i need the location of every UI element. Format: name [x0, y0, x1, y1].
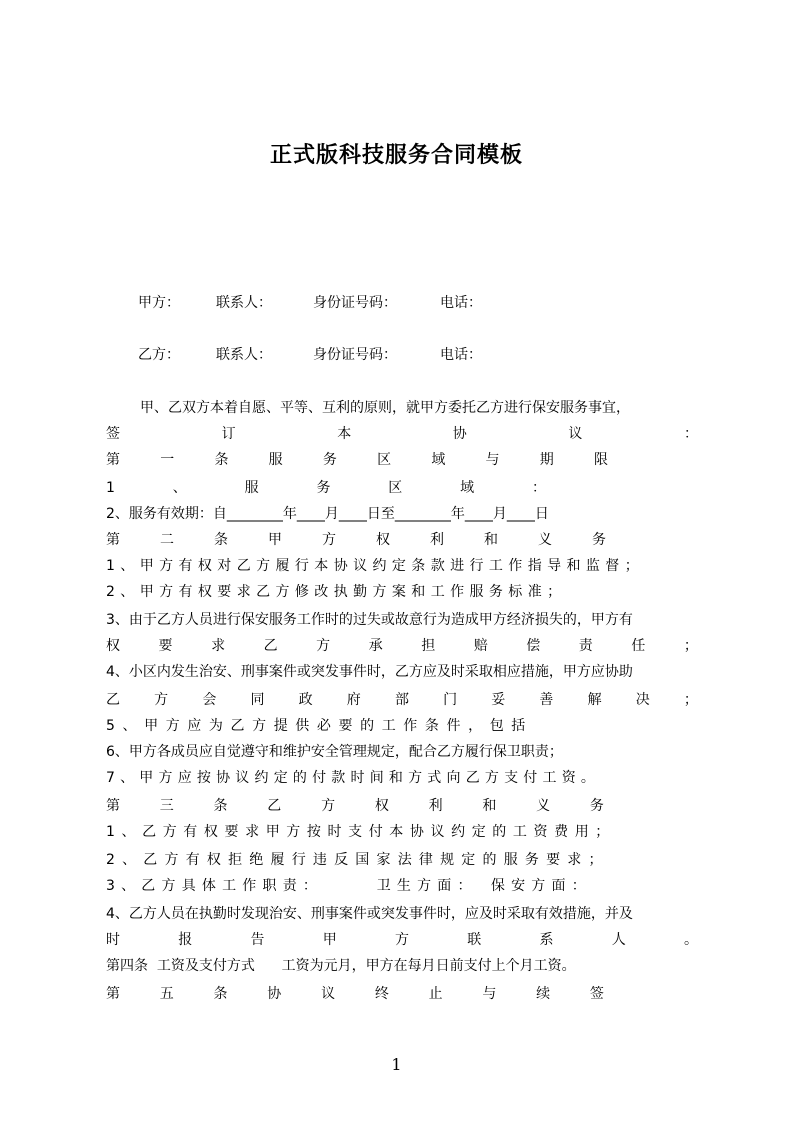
char: ：: [531, 480, 546, 496]
a2-item-6: 6、甲方各成员应自觉遵守和维护安全管理规定，配合乙方履行保卫职责；: [106, 744, 563, 760]
document-title: 正式版科技服务合同模板: [269, 143, 523, 168]
a3-item-4-cont: [106, 928, 698, 952]
a3-item-3: 3、乙方具体工作职责： 卫生方面： 保安方面：: [106, 878, 592, 894]
char: 二: [160, 532, 174, 548]
a3-item-4: 4、乙方人员在执勤时发现治安、刑事案件或突发事件时，应及时采取有效措施，并及: [106, 906, 633, 922]
char: 第: [106, 798, 120, 814]
char: 条: [213, 798, 228, 814]
a2-item-3: 3、由于乙方人员进行保安服务工作时的过失或故意行为造成甲方经济损失的，甲方有: [106, 612, 633, 628]
party-a-label: 甲方：: [138, 295, 180, 311]
char: 任: [631, 638, 646, 654]
char: 五: [159, 986, 174, 1002]
char: 议: [321, 986, 336, 1002]
char: 方: [154, 692, 169, 708]
char: 义: [538, 532, 552, 548]
char: 赔: [473, 638, 488, 654]
char: 三: [159, 798, 174, 814]
char: 订: [221, 426, 236, 442]
char: 域: [460, 480, 475, 496]
char: 条: [214, 452, 229, 468]
char: 报: [178, 932, 193, 948]
char: 一: [160, 452, 175, 468]
char: 终: [374, 986, 389, 1002]
char: 服: [244, 480, 259, 496]
char: 务: [592, 532, 606, 548]
validity-line: 2、服务有效期：自________年____月____日至________年____月____日: [106, 506, 549, 522]
article-2-heading: [106, 528, 606, 552]
char: 利: [428, 798, 443, 814]
char: 府: [346, 692, 361, 708]
char: 权: [374, 798, 389, 814]
char: 求: [211, 638, 226, 654]
char: 义: [536, 798, 551, 814]
article-3-heading: [106, 794, 604, 818]
a2-item-1: 1、甲方有权对乙方履行本协议约定条款进行工作指导和监督；: [106, 558, 645, 574]
char: 方: [321, 798, 336, 814]
char: 期: [539, 452, 554, 468]
char: 乙: [267, 798, 282, 814]
char: 第: [106, 532, 120, 548]
char: 时: [106, 932, 120, 948]
char: 本: [337, 426, 352, 442]
char: 续: [536, 986, 551, 1002]
party-a-contact: 联系人：: [216, 295, 272, 311]
char: 和: [484, 532, 498, 548]
char: 第: [106, 452, 120, 468]
party-b-id: 身份证号码：: [313, 347, 397, 363]
char: 方: [322, 532, 336, 548]
a2-item-5: 5、甲方应为乙方提供必要的工作条件，包括: [106, 718, 533, 734]
a3-item-2: 2、乙方有权拒绝履行违反国家法律规定的服务要求；: [106, 852, 610, 868]
service-area-line: [106, 476, 546, 500]
char: 会: [202, 692, 217, 708]
char: 服: [268, 452, 283, 468]
char: ；: [683, 692, 698, 708]
party-a-id: 身份证号码：: [313, 295, 397, 311]
a2-item-4: 4、小区内发生治安、刑事案件或突发事件时，乙方应及时采取相应措施，甲方应协助: [106, 664, 633, 680]
char: 甲: [322, 932, 337, 948]
char: 限: [593, 452, 608, 468]
char: 责: [578, 638, 593, 654]
char: 担: [421, 638, 436, 654]
char: 告: [250, 932, 265, 948]
intro-paragraph: 甲、乙双方本着自愿、平等、互利的原则，就甲方委托乙方进行保安服务事宜，: [140, 400, 630, 416]
a2-item-2: 2、甲方有权要求乙方修改执勤方案和工作服务标准；: [106, 584, 567, 600]
char: 。: [684, 932, 698, 948]
char: 部: [394, 692, 409, 708]
char: 条: [214, 532, 228, 548]
char: 权: [376, 532, 390, 548]
char: 签: [106, 426, 120, 442]
char: 区: [377, 452, 392, 468]
char: 和: [482, 798, 497, 814]
char: 务: [322, 452, 337, 468]
char: 协: [452, 426, 467, 442]
article-5-heading: [106, 982, 604, 1006]
char: 甲: [268, 532, 282, 548]
char: 联: [467, 932, 482, 948]
char: 妥: [491, 692, 506, 708]
char: 签: [589, 986, 604, 1002]
char: 乙: [263, 638, 278, 654]
char: 协: [267, 986, 282, 1002]
char: 方: [395, 932, 409, 948]
char: 权: [106, 638, 120, 654]
char: 政: [298, 692, 313, 708]
char: 偿: [526, 638, 541, 654]
char: 要: [158, 638, 173, 654]
char: 善: [539, 692, 554, 708]
char: 系: [539, 932, 554, 948]
char: 议: [568, 426, 583, 442]
char: 解: [587, 692, 602, 708]
party-b-contact: 联系人：: [216, 347, 272, 363]
char: 、: [172, 480, 187, 496]
char: 利: [430, 532, 444, 548]
party-b-label: 乙方：: [138, 347, 180, 363]
party-b-phone: 电话：: [440, 347, 482, 363]
party-a-phone: 电话：: [440, 295, 482, 311]
char: 门: [443, 692, 458, 708]
a2-item-7: 7、甲方应按协议约定的付款时间和方式向乙方支付工资。: [106, 770, 601, 786]
article-4: 第四条 工资及支付方式 工资为元月，甲方在每月日前支付上个月工资。: [106, 958, 576, 974]
char: 止: [428, 986, 443, 1002]
sign-line: [106, 422, 698, 446]
char: 承: [368, 638, 383, 654]
char: 条: [213, 986, 228, 1002]
char: 乙: [106, 692, 120, 708]
char: 区: [388, 480, 403, 496]
char: 决: [635, 692, 650, 708]
char: 第: [106, 986, 120, 1002]
char: 务: [316, 480, 331, 496]
char: 域: [431, 452, 446, 468]
page-number: 1: [391, 1055, 402, 1074]
a3-item-1: 1、乙方有权要求甲方按时支付本协议约定的工资费用；: [106, 824, 616, 840]
char: 人: [611, 932, 626, 948]
char: 与: [485, 452, 500, 468]
char: 同: [250, 692, 265, 708]
char: 1: [106, 480, 115, 496]
article-1-heading: [106, 448, 608, 472]
char: ：: [683, 426, 698, 442]
char: 务: [589, 798, 604, 814]
a2-item-4-cont: [106, 688, 698, 712]
char: ；: [683, 638, 698, 654]
char: 方: [316, 638, 331, 654]
char: 与: [482, 986, 497, 1002]
a2-item-3-cont: [106, 634, 698, 658]
